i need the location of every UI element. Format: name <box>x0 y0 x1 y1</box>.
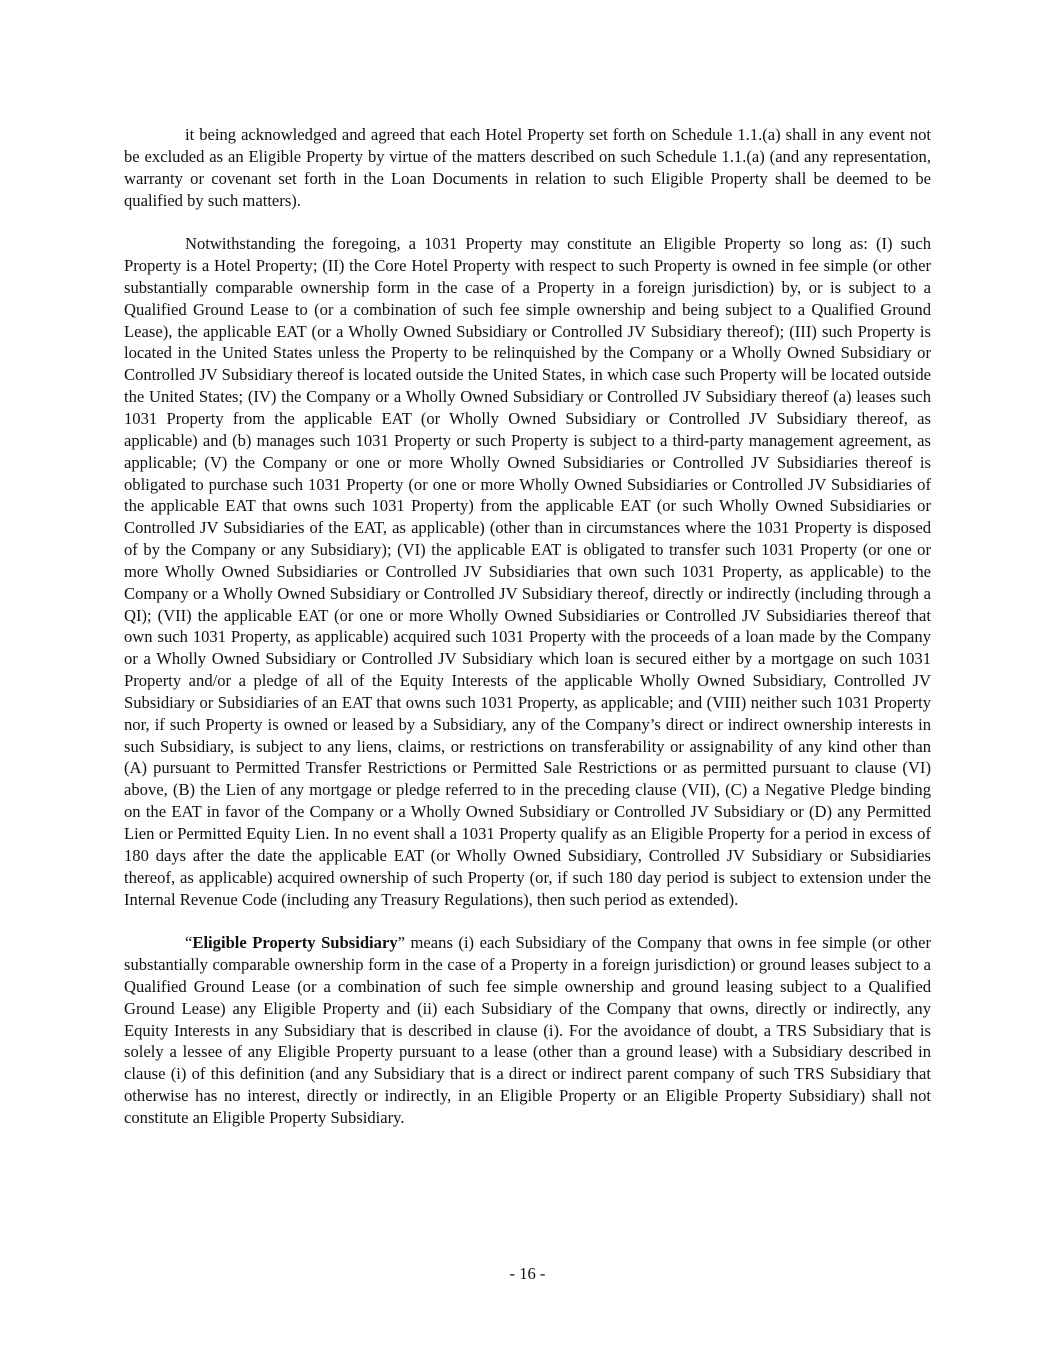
open-quote: “ <box>185 933 193 953</box>
paragraph-eligible-property-continuation: it being acknowledged and agreed that each Hotel Property set forth on Schedule 1.1.(a) shall in any event not be excluded as an Eligible Property by virtue of the matters described on such Schedule 1.1.(a) (and any representation, warranty or covenant set forth in the Loan Documents in relation to such Eligible Property shall be deemed to be qualified by such matters). <box>124 125 931 210</box>
document-page <box>124 124 931 1129</box>
definition-body: ” means (i) each Subsidiary of the Company that owns in fee simple (or other substantially comparable ownership form in the case of a Property in a foreign jurisdiction) or ground leases subject to a Qualified Ground Lease (or a combination of such fee simple ownership and ground leasing subject to a Qualified Ground Lease) any Eligible Property and (ii) each Subsidiary of the Company that owns, directly or indirectly, any Equity Interests in any Subsidiary that is described in clause (i). For the avoidance of doubt, a TRS Subsidiary that is solely a lessee of any Eligible Property pursuant to a lease (other than a ground lease) with a Subsidiary described in clause (i) of this definition (and any Subsidiary that is a direct or indirect parent company of such TRS Subsidiary that otherwise has no interest, directly or indirectly, in an Eligible Property or an Eligible Property Subsidiary) shall not constitute an Eligible Property Subsidiary. <box>124 933 931 1127</box>
defined-term: Eligible Property Subsidiary <box>192 933 398 953</box>
paragraph-1031-property-conditions: Notwithstanding the foregoing, a 1031 Property may constitute an Eligible Property so long as: (I) such Property is a Hotel Property; (II) the Core Hotel Property with respect to such Property is owned in fee simple (or other substantially comparable ownership form in the case of a Property in a foreign jurisdiction) by, or is subject to a Qualified Ground Lease to (or a combination of such fee simple ownership and being subject to a Qualified Ground Lease), the applicable EAT (or a Wholly Owned Subsidiary or Controlled JV Subsidiary thereof); (III) such Property is located in the United States unless the Property to be relinquished by the Company or a Wholly Owned Subsidiary or Controlled JV Subsidiary thereof is located outside the United States, in which case such Property will be located outside the United States; (IV) the Company or a Wholly Owned Subsidiary or Controlled JV Subsidiary thereof (a) leases such 1031 Property from the applicable EAT (or Wholly Owned Subsidiary or Controlled JV Subsidiary thereof, as applicable) and (b) manages such 1031 Property or such Property is subject to a third-party management agreement, as applicable; (V) the Company or one or more Wholly Owned Subsidiaries or Controlled JV Subsidiaries thereof is obligated to purchase such 1031 Property (or one or more Wholly Owned Subsidiaries or Controlled JV Subsidiaries of the applicable EAT that owns such 1031 Property) from the applicable EAT (or such Wholly Owned Subsidiaries or Controlled JV Subsidiaries of the EAT, as applicable) (other than in circumstances where the 1031 Property is disposed of by the Company or any Subsidiary); (VI) the applicable EAT is obligated to transfer such 1031 Property (or one or more Wholly Owned Subsidiaries or Controlled JV Subsidiaries that own such 1031 Property, as applicable) to the Company or a Wholly Owned Subsidiary or Controlled JV Subsidiary thereof, directly or indirectly (including through a QI); (VII) the applicable EAT (or one or more Wholly Owned Subsidiaries or Controlled JV Subsidiaries thereof that own such 1031 Property, as applicable) acquired such 1031 Property with the proceeds of a loan made by the Company or a Wholly Owned Subsidiary or Controlled JV Subsidiary which loan is secured either by a mortgage on such 1031 Property and/or a pledge of all of the Equity Interests of the applicable Wholly Owned Subsidiary, Controlled JV Subsidiary or Subsidiaries of an EAT that owns such 1031 Property, as applicable; and (VIII) neither such 1031 Property nor, if such Property is owned or leased by a Subsidiary, any of the Company’s direct or indirect ownership interests in such Subsidiary, is subject to any liens, claims, or restrictions on transferability or assignability of any kind other than (A) pursuant to Permitted Transfer Restrictions or Permitted Sale Restrictions or as permitted pursuant to clause (VI) above, (B) the Lien of any mortgage or pledge referred to in the preceding clause (VII), (C) a Negative Pledge binding on the EAT in favor of the Company or a Wholly Owned Subsidiary or Controlled JV Subsidiary or (D) any Permitted Lien or Permitted Equity Lien. In no event shall a 1031 Property qualify as an Eligible Property for a period in excess of 180 days after the date the applicable EAT (or Wholly Owned Subsidiary, Controlled JV Subsidiary or Subsidiaries thereof, as applicable) acquired ownership of such Property (or, if such 180 day period is subject to extension under the Internal Revenue Code (including any Treasury Regulations), then such period as extended). <box>124 234 931 909</box>
definition-eligible-property-subsidiary <box>124 932 931 1129</box>
page-number: - 16 - <box>509 1264 546 1283</box>
